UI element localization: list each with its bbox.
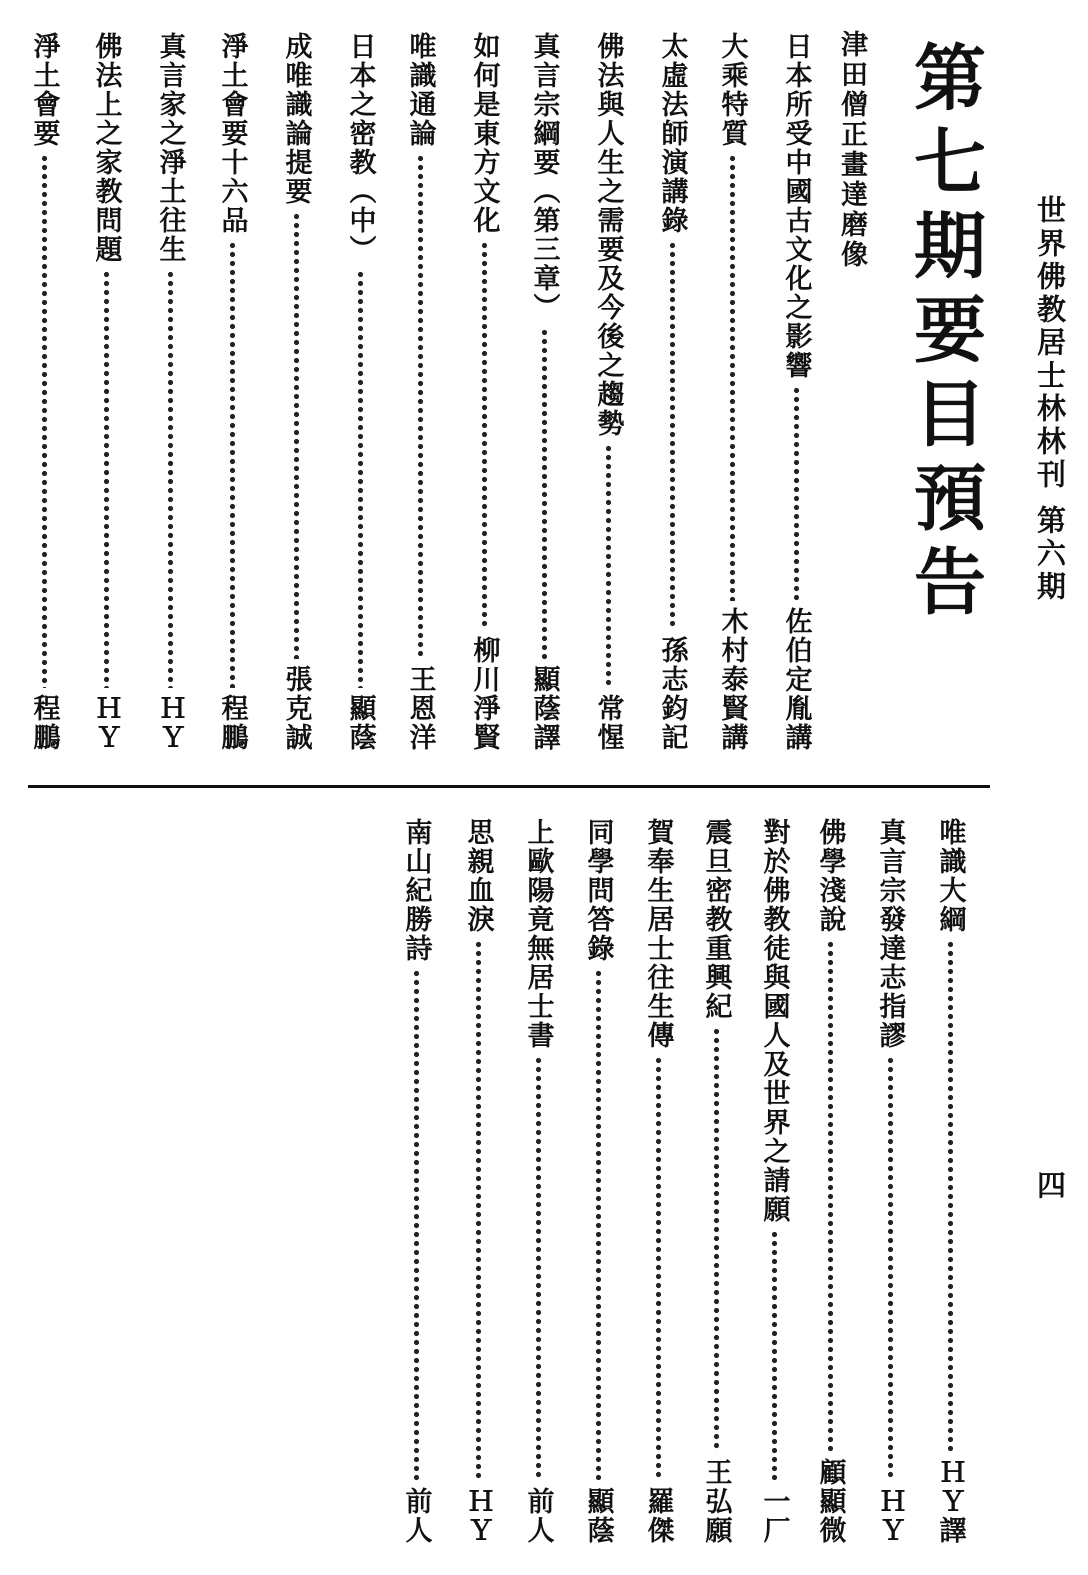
toc-entry	[464, 32, 504, 752]
toc-entry	[400, 32, 440, 752]
leader-dots	[730, 154, 735, 601]
entry-title: 日本之密教（中）	[344, 32, 376, 264]
toc-entry	[578, 818, 618, 1545]
entry-title: 日本所受中國古文化之影響	[780, 32, 812, 380]
page-number: 四	[1033, 1170, 1067, 1199]
entry-author: 佐伯定胤講	[780, 607, 812, 752]
entry-author: ＨＹ	[874, 1487, 906, 1545]
entry-author: 顧顯微	[814, 1458, 846, 1545]
entry-author: 王弘願	[700, 1458, 732, 1545]
journal-title: 世界佛教居士林林刊	[1033, 195, 1067, 492]
leader-dots	[168, 270, 173, 688]
entry-author: 常惺	[592, 694, 624, 752]
entry-author: 顯蔭譯	[528, 665, 560, 752]
leader-dots	[230, 241, 235, 688]
toc-entry	[638, 818, 678, 1545]
toc-entry	[810, 818, 850, 1545]
toc-entry	[652, 32, 692, 752]
entry-author: 羅傑	[642, 1487, 674, 1545]
entry-title: 上歐陽竟無居士書	[522, 818, 554, 1050]
entry-title: 淨土會要十六品	[216, 32, 248, 235]
toc-entry	[212, 32, 252, 752]
entry-title: 真言家之淨土往生	[154, 32, 186, 264]
toc-entry	[518, 818, 558, 1545]
leader-dots	[542, 328, 547, 659]
entry-author: ＨＹ	[462, 1487, 494, 1545]
leader-dots	[714, 1027, 719, 1452]
toc-entry	[524, 32, 564, 752]
entry-author: 程鵬	[216, 694, 248, 752]
leader-dots	[476, 940, 481, 1481]
leader-dots	[358, 270, 363, 688]
entry-title: 太虛法師演講錄	[656, 32, 688, 235]
leader-dots	[418, 154, 423, 659]
entry-title: 真言宗綱要（第三章）	[528, 32, 560, 322]
entry-title: 淨土會要	[28, 32, 60, 148]
leader-dots	[794, 386, 799, 601]
leader-dots	[772, 1230, 777, 1481]
entry-title: 佛法與人生之需要及今後之趨勢	[592, 32, 624, 438]
entry-title: 唯識大綱	[934, 818, 966, 934]
toc-entry	[458, 818, 498, 1545]
toc-entry	[86, 32, 126, 752]
leader-dots	[670, 241, 675, 630]
leader-dots	[104, 270, 109, 688]
entry-author: 一厂	[758, 1487, 790, 1545]
entry-title: 佛學淺說	[814, 818, 846, 934]
toc-entry	[276, 32, 316, 752]
leader-dots	[596, 969, 601, 1481]
leader-dots	[414, 969, 419, 1481]
toc-entry	[930, 818, 970, 1545]
entry-title: 南山紀勝詩	[400, 818, 432, 963]
leader-dots	[828, 940, 833, 1452]
entry-title: 佛法上之家教問題	[90, 32, 122, 264]
leader-dots	[948, 940, 953, 1452]
toc-entry	[150, 32, 190, 752]
leader-dots	[606, 444, 611, 688]
entry-author: 木村泰賢講	[716, 607, 748, 752]
toc-entry	[396, 818, 436, 1545]
entry-author: 柳川淨賢	[468, 636, 500, 752]
leader-dots	[294, 212, 299, 659]
entry-title: 震旦密教重興紀	[700, 818, 732, 1021]
entry-author: 前人	[400, 1487, 432, 1545]
entry-title: 成唯識論提要	[280, 32, 312, 206]
entry-author: ＨＹ譯	[934, 1458, 966, 1545]
entry-title: 思親血淚	[462, 818, 494, 934]
section-divider	[28, 785, 990, 788]
leader-dots	[536, 1056, 541, 1481]
toc-entry	[340, 32, 380, 752]
entry-author: 顯蔭	[582, 1487, 614, 1545]
entry-title: 賀奉生居士往生傳	[642, 818, 674, 1050]
toc-entry	[588, 32, 628, 752]
entry-title: 如何是東方文化	[468, 32, 500, 235]
entry-author: 前人	[522, 1487, 554, 1545]
toc-entry	[754, 818, 794, 1545]
issue-number: 第六期	[1033, 505, 1067, 604]
entry-title: 對於佛教徒與國人及世界之請願	[758, 818, 790, 1224]
leader-dots	[888, 1056, 893, 1481]
entry-author: 程鵬	[28, 694, 60, 752]
toc-entry	[870, 818, 910, 1545]
section-title: 第七期要目預告	[902, 40, 987, 628]
toc-entry	[24, 32, 64, 752]
entry-title: 真言宗發達志指謬	[874, 818, 906, 1050]
entry-author: ＨＹ	[154, 694, 186, 752]
leader-dots	[656, 1056, 661, 1481]
leader-dots	[482, 241, 487, 630]
entry-author: 孫志鈞記	[656, 636, 688, 752]
toc-entry	[696, 818, 736, 1545]
entry-title: 大乘特質	[716, 32, 748, 148]
entry-author: 張克誠	[280, 665, 312, 752]
leader-dots	[42, 154, 47, 688]
entry-author: 顯蔭	[344, 694, 376, 752]
entry-author: ＨＹ	[90, 694, 122, 752]
entry-title: 同學問答錄	[582, 818, 614, 963]
frontispiece-item: 津田僧正畫達磨像	[836, 30, 867, 270]
entry-title: 唯識通論	[404, 32, 436, 148]
toc-entry	[776, 32, 816, 752]
entry-author: 王恩洋	[404, 665, 436, 752]
toc-entry	[712, 32, 752, 752]
